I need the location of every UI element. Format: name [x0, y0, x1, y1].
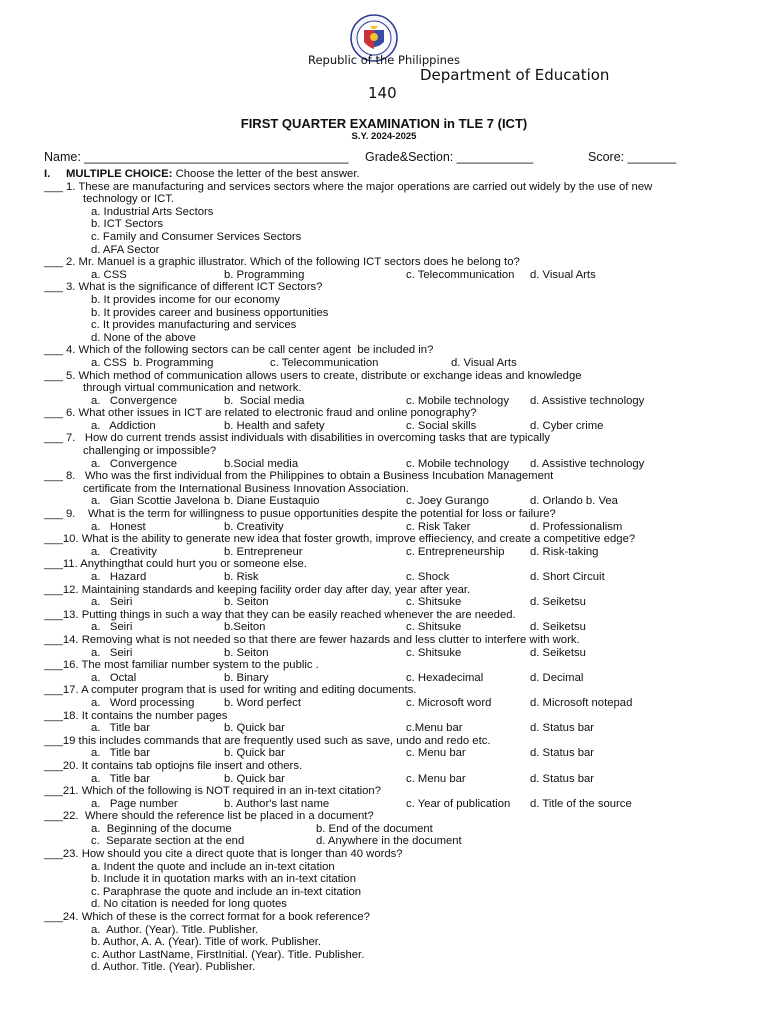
answer-option: c. Telecommunication — [406, 268, 515, 281]
option-row — [44, 949, 734, 962]
section-instruction: Choose the letter of the best answer. — [172, 168, 360, 180]
option-row — [44, 307, 734, 320]
answer-option: b. It provides career and business opportunities — [91, 306, 329, 319]
answer-option: a. Seiri — [91, 621, 133, 634]
question-text: ___16. The most familiar number system to the public . — [44, 659, 319, 672]
republic-label: Republic of the Philippines — [307, 53, 461, 67]
answer-option: d. Title of the source — [530, 797, 632, 810]
answer-option: b. Risk — [224, 571, 259, 583]
answer-option: d. Assistive technology — [530, 457, 645, 470]
option-row — [44, 546, 734, 559]
question-item — [44, 684, 734, 709]
question-text: ___11. Anythingthat could hurt you or someone else. — [44, 558, 307, 571]
answer-option: b.Social media — [224, 457, 299, 470]
answer-option: b. Author's last name — [224, 797, 330, 810]
question-text: ___ 6. What other issues in ICT are related to electronic fraud and online ponography? — [44, 407, 477, 420]
answer-option: a. Convergence — [91, 457, 178, 470]
option-row — [44, 798, 734, 811]
question-text-continued: certificate from the International Business Innovation Association. — [83, 482, 409, 495]
question-text: ___23. How should you cite a direct quote that is longer than 40 words? — [44, 848, 403, 861]
question-text: ___ 4. Which of the following sectors can be call center agent be included in? — [44, 344, 434, 357]
answer-option: c. Shitsuke — [406, 596, 462, 609]
question-item — [44, 256, 734, 281]
answer-option: b. It provides income for our economy — [91, 293, 280, 306]
department-title: Department of Education — [420, 66, 610, 84]
question-item — [44, 558, 734, 583]
answer-option: a. Industrial Arts Sectors — [91, 205, 214, 218]
question-text: ___24. Which of these is the correct format for a book reference? — [44, 911, 370, 924]
answer-option: c.Menu bar — [406, 722, 463, 735]
question-text: ___18. It contains the number pages — [44, 709, 228, 722]
question-item — [44, 710, 734, 735]
option-row — [44, 961, 734, 974]
answer-option: b. Include it in quotation marks with an in-text citation — [91, 873, 356, 886]
answer-option: c. Author LastName, FirstInitial. (Year). Title. Publisher. — [91, 948, 365, 961]
question-item — [44, 848, 734, 911]
answer-option: a. Seiri — [91, 596, 133, 609]
question-text: ___ 9. What is the term for willingness to pusue opportunities despite the potential for loss or failure? — [44, 508, 556, 521]
answer-option: c. Risk Taker — [406, 520, 471, 533]
grade-section-field: Grade&Section: ___________ — [365, 150, 534, 164]
answer-option: d. Author. Title. (Year). Publisher. — [91, 961, 256, 974]
option-row — [44, 521, 734, 534]
section-heading: I. MULTIPLE CHOICE: Choose the letter of the best answer. — [44, 168, 360, 180]
question-text: ___12. Maintaining standards and keeping facility order day after day, year after year. — [44, 583, 471, 596]
question-text-continued: technology or ICT. — [83, 193, 175, 206]
option-row — [44, 357, 734, 370]
option-row — [44, 924, 734, 937]
question-text: ___10. What is the ability to generate new idea that foster growth, improve effieciency, and create a competitive edge? — [44, 533, 636, 546]
answer-option: d. Short Circuit — [530, 571, 605, 583]
answer-option: a. Gian Scottie Javelona — [91, 495, 220, 508]
exam-content — [44, 168, 734, 974]
answer-option: c. Telecommunication — [270, 356, 379, 369]
answer-option: a. Indent the quote and include an in-text citation — [91, 860, 335, 873]
answer-option: c. Shock — [406, 571, 450, 583]
question-text-continued: through virtual communication and network. — [83, 382, 302, 395]
answer-option: d. Orlando b. Vea — [530, 495, 618, 508]
answer-option: b. Programming — [224, 268, 305, 281]
option-row — [44, 898, 734, 911]
answer-option: d. Anywhere in the document — [316, 835, 462, 848]
answer-option: b. Quick bar — [224, 722, 285, 735]
option-row — [44, 218, 734, 231]
option-row — [44, 835, 734, 848]
question-text: ___22. Where should the reference list be placed in a document? — [44, 810, 374, 823]
answer-option: b. Word perfect — [224, 696, 302, 709]
question-item — [44, 370, 734, 408]
option-row — [44, 936, 734, 949]
question-item — [44, 634, 734, 659]
question-item — [44, 407, 734, 432]
answer-option: d. Visual Arts — [530, 268, 596, 281]
option-row — [44, 823, 734, 836]
answer-option: a. Title bar — [91, 722, 151, 735]
answer-option: b. Creativity — [224, 520, 284, 533]
option-row — [44, 231, 734, 244]
question-item — [44, 735, 734, 760]
answer-option: d. Visual Arts — [451, 356, 517, 369]
answer-option: c. Mobile technology — [406, 457, 509, 470]
question-text: ___ 2. Mr. Manuel is a graphic illustrator. Which of the following ICT sectors does he belong to? — [44, 256, 520, 269]
answer-option: b. Diane Eustaquio — [224, 495, 320, 508]
score-field: Score: _______ — [588, 150, 677, 164]
answer-option: b. ICT Sectors — [91, 218, 163, 231]
answer-option: c. Paraphrase the quote and include an in-text citation — [91, 885, 362, 898]
answer-option: b. End of the document — [316, 822, 433, 835]
question-text-continued: challenging or impossible? — [83, 445, 217, 458]
option-row — [44, 596, 734, 609]
answer-option: c. Shitsuke — [406, 646, 462, 659]
answer-option: c. Year of publication — [406, 797, 511, 810]
question-item — [44, 760, 734, 785]
option-row — [44, 861, 734, 874]
answer-option: d. Cyber crime — [530, 419, 604, 432]
answer-option: b. Author, A. A. (Year). Title of work. Publisher. — [91, 936, 322, 949]
answer-option: c. It provides manufacturing and services — [91, 319, 297, 332]
answer-option: a. Author. (Year). Title. Publisher. — [91, 923, 259, 936]
answer-option: c. Joey Gurango — [406, 495, 489, 508]
answer-option: b. Quick bar — [224, 747, 285, 760]
question-item — [44, 432, 734, 470]
answer-option: c. Social skills — [406, 419, 477, 432]
answer-option: d. Seiketsu — [530, 596, 586, 609]
school-year: S.Y. 2024-2025 — [351, 131, 417, 142]
answer-option: d. Seiketsu — [530, 621, 586, 634]
answer-option: d. None of the above — [91, 331, 196, 344]
question-item — [44, 470, 734, 508]
question-item — [44, 181, 734, 257]
question-text: ___19 this includes commands that are frequently used such as save, undo and redo etc. — [44, 734, 491, 747]
answer-option: a. CSS b. Programming — [91, 356, 214, 369]
answer-option: a. Title bar — [91, 772, 151, 785]
answer-option: b. Health and safety — [224, 419, 325, 432]
question-text: ___14. Removing what is not needed so that there are fewer hazards and less clutter to interfere with work. — [44, 633, 580, 646]
option-row — [44, 206, 734, 219]
option-row — [44, 269, 734, 282]
answer-option: c. Mobile technology — [406, 394, 509, 407]
option-row — [44, 420, 734, 433]
answer-option: c. Separate section at the end — [91, 835, 245, 848]
option-row — [44, 319, 734, 332]
question-item — [44, 810, 734, 848]
option-row — [44, 672, 734, 685]
answer-option: d. Decimal — [530, 671, 584, 684]
answer-option: d. Professionalism — [530, 520, 623, 533]
question-text: ___ 5. Which method of communication allows users to create, distribute or exchange ideas and knowledge — [44, 369, 582, 382]
answer-option: d. Status bar — [530, 722, 595, 735]
answer-option: b. Seiton — [224, 596, 269, 609]
answer-option: b.Seiton — [224, 621, 266, 634]
answer-option: d. Microsoft notepad — [530, 696, 633, 709]
answer-option: d. Risk-taking — [530, 545, 599, 558]
option-row — [44, 647, 734, 660]
answer-option: a. Word processing — [91, 696, 195, 709]
option-row — [44, 332, 734, 345]
answer-option: a. Seiri — [91, 646, 133, 659]
question-text: ___ 3. What is the significance of different ICT Sectors? — [44, 281, 323, 294]
answer-option: b. Entrepreneur — [224, 545, 303, 558]
question-item — [44, 609, 734, 634]
answer-option: d. Status bar — [530, 772, 595, 785]
option-row — [44, 773, 734, 786]
answer-option: a. Creativity — [91, 545, 157, 558]
answer-option: d. Status bar — [530, 747, 595, 760]
answer-option: b. Seiton — [224, 646, 269, 659]
answer-option: a. CSS — [91, 268, 127, 281]
question-text: ___20. It contains tab optiojns file insert and others. — [44, 759, 303, 772]
answer-option: a. Page number — [91, 797, 178, 810]
answer-option: a. Octal — [91, 671, 137, 684]
option-row — [44, 747, 734, 760]
answer-option: c. Menu bar — [406, 747, 466, 760]
option-row — [44, 886, 734, 899]
option-row — [44, 294, 734, 307]
option-row — [44, 697, 734, 710]
exam-title: FIRST QUARTER EXAMINATION in TLE 7 (ICT) — [240, 116, 528, 131]
answer-option: c. Shitsuke — [406, 621, 462, 634]
question-item — [44, 344, 734, 369]
answer-option: c. Hexadecimal — [406, 671, 484, 684]
question-item — [44, 281, 734, 344]
question-text: ___ 7. How do current trends assist individuals with disabilities in overcoming tasks that are typically — [44, 432, 551, 445]
answer-option: c. Microsoft word — [406, 696, 492, 709]
section-title: MULTIPLE CHOICE: — [65, 168, 173, 180]
question-item — [44, 785, 734, 810]
answer-option: a. Addiction — [91, 419, 156, 432]
question-item — [44, 659, 734, 684]
question-item — [44, 508, 734, 533]
answer-option: a. Hazard — [91, 571, 147, 583]
answer-option: a. Honest — [91, 520, 146, 533]
question-text: ___ 8. Who was the first individual from the Philippines to obtain a Business Incubation Management — [44, 470, 554, 483]
option-row — [44, 571, 734, 584]
answer-option: d. AFA Sector — [91, 243, 160, 256]
answer-option: c. Menu bar — [406, 772, 466, 785]
question-item — [44, 584, 734, 609]
option-row — [44, 873, 734, 886]
question-text: ___ 1. These are manufacturing and services sectors where the major operations are carried out widely by the use of new — [44, 180, 653, 193]
document-number: 140 — [368, 84, 397, 102]
option-row — [44, 495, 734, 508]
answer-option: c. Family and Consumer Services Sectors — [91, 230, 302, 243]
answer-option: c. Entrepreneurship — [406, 545, 505, 558]
answer-option: a. Beginning of the docume — [91, 822, 232, 835]
answer-option: d. Assistive technology — [530, 394, 645, 407]
question-text: ___21. Which of the following is NOT required in an in-text citation? — [44, 785, 381, 798]
question-text: ___13. Putting things in such a way that they can be easily reached whenever the are needed. — [44, 608, 516, 621]
question-item — [44, 911, 734, 974]
question-text: ___17. A computer program that is used for writing and editing documents. — [44, 684, 417, 697]
option-row — [44, 621, 734, 634]
answer-option: a. Convergence — [91, 394, 178, 407]
answer-option: a. Title bar — [91, 747, 151, 760]
option-row — [44, 395, 734, 408]
option-row — [44, 458, 734, 471]
answer-option: b. Social media — [224, 394, 305, 407]
answer-option: b. Binary — [224, 671, 269, 684]
option-row — [44, 244, 734, 257]
name-field: Name: ______________________________________ — [44, 150, 349, 164]
option-row — [44, 722, 734, 735]
answer-option: d. No citation is needed for long quotes — [91, 898, 287, 911]
answer-option: d. Seiketsu — [530, 646, 586, 659]
answer-option: b. Quick bar — [224, 772, 285, 785]
question-item — [44, 533, 734, 558]
